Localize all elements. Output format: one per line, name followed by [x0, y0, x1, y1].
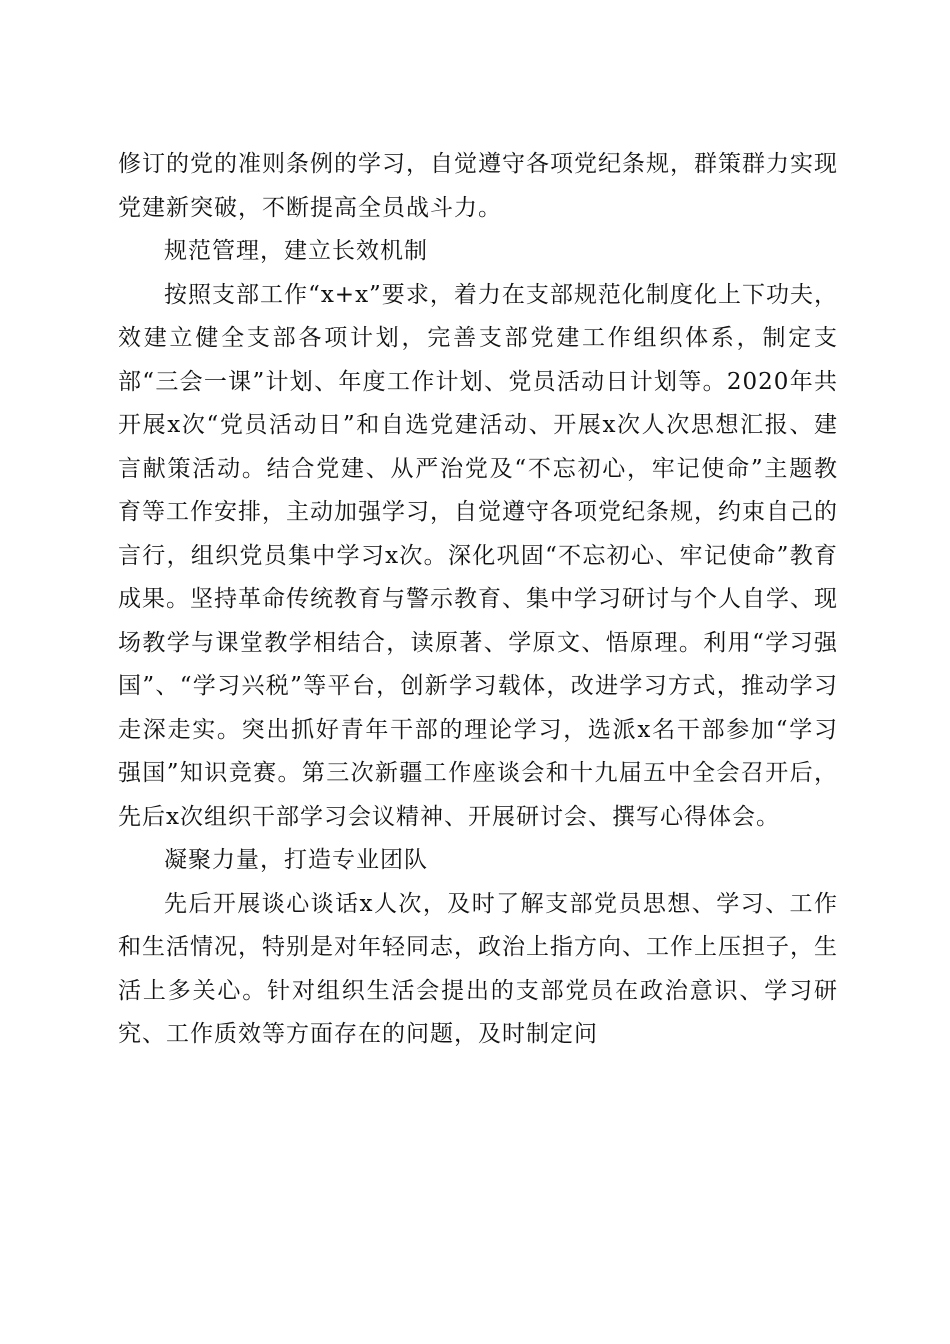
paragraph-team-body: 先后开展谈心谈话x人次，及时了解支部党员思想、学习、工作和生活情况，特别是对年轻同志，政治上指方向、工作上压担子，生活上多关心。针对组织生活会提出的支部党员在政治意识、学习研究、工作质效等方面存在的问题，及时制定问	[118, 890, 838, 1047]
document-body	[118, 143, 838, 1057]
section-heading-team: 凝聚力量，打造专业团队	[164, 847, 428, 873]
paragraph-continuation: 修订的党的准则条例的学习，自觉遵守各项党纪条规，群策群力实现党建新突破，不断提高全员战斗力。	[118, 151, 838, 221]
paragraph-management-body: 按照支部工作“x+x”要求，着力在支部规范化制度化上下功夫，效建立健全支部各项计划，完善支部党建工作组织体系，制定支部“三会一课”计划、年度工作计划、党员活动日计划等。2020年共开展x次“党员活动日”和自选党建活动、开展x次人次思想汇报、建言献策活动。结合党建、从严治党及“不忘初心，牢记使命”主题教育等工作安排，主动加强学习，自觉遵守各项党纪条规，约束自己的言行，组织党员集中学习x次。深化巩固“不忘初心、牢记使命”教育成果。坚持革命传统教育与警示教育、集中学习研讨与个人自学、现场教学与课堂教学相结合，读原著、学原文、悟原理。利用“学习强国”、“学习兴税”等平台，创新学习载体，改进学习方式，推动学习走深走实。突出抓好青年干部的理论学习，选派x名干部参加“学习强国”知识竞赛。第三次新疆工作座谈会和十九届五中全会召开后，先后x次组织干部学习会议精神、开展研讨会、撰写心得体会。	[118, 281, 838, 830]
section-heading-management: 规范管理，建立长效机制	[164, 238, 428, 264]
